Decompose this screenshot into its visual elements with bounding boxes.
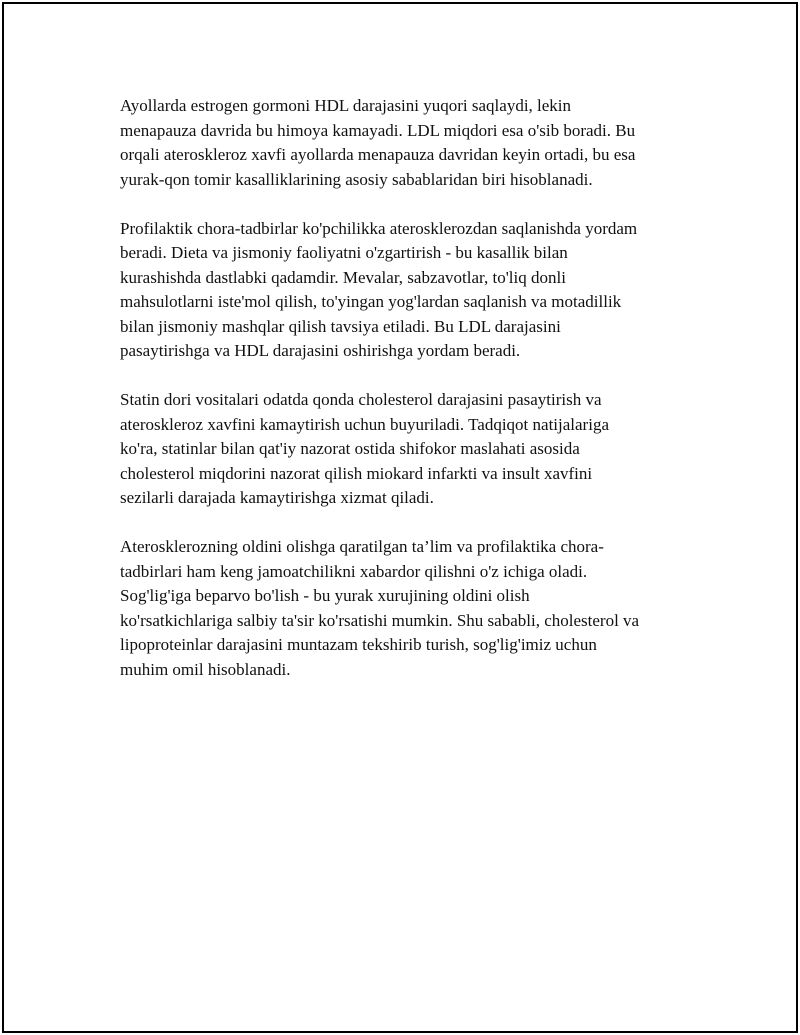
document-body [120,94,700,707]
paragraph-estrogen-hdl: Ayollarda estrogen gormoni HDL darajasini yuqori saqlaydi, lekin menapauza davrida bu himoya kamayadi. LDL miqdori esa o'sib boradi. Bu orqali ateroskleroz xavfi ayollarda menapauza davridan keyin ortadi, bu esa yurak-qon tomir kasalliklarining asosiy sabablaridan biri hisoblanadi. [120,96,636,189]
paragraph-statin-medications: Statin dori vositalari odatda qonda cholesterol darajasini pasaytirish va ateroskleroz xavfini kamaytirish uchun buyuriladi. Tadqiqot natijalariga ko'ra, statinlar bilan qat'iy nazorat ostida shifokor maslahati asosida cholesterol miqdorini nazorat qilish miokard infarkti va insult xavfini sezilarli darajada kamaytirishga xizmat qiladi. [120,390,609,507]
document-page [2,2,798,1033]
paragraph-education-awareness: Aterosklerozning oldini olishga qaratilgan ta’lim va profilaktika chora- tadbirlari ham keng jamoatchilikni xabardor qilishni o'z ichiga oladi. Sog'lig'iga beparvo bo'lish - bu yurak xurujining oldini olish ko'rsatkichlariga salbiy ta'sir ko'rsatishi mumkin. Shu sababli, cholesterol va lipoproteinlar darajasini muntazam tekshirib turish, sog'lig'imiz uchun muhim omil hisoblanadi. [120,537,640,679]
paragraph-prevention-measures: Profilaktik chora-tadbirlar ko'pchilikka aterosklerozdan saqlanishda yordam beradi. Dieta va jismoniy faoliyatni o'zgartirish - bu kasallik bilan kurashishda dastlabki qadamdir. Mevalar, sabzavotlar, to'liq donli mahsulotlarni iste'mol qilish, to'yingan yog'lardan saqlanish va motadillik bilan jismoniy mashqlar qilish tavsiya etiladi. Bu LDL darajasini pasaytirishga va HDL darajasini oshirishga yordam beradi. [120,218,638,360]
